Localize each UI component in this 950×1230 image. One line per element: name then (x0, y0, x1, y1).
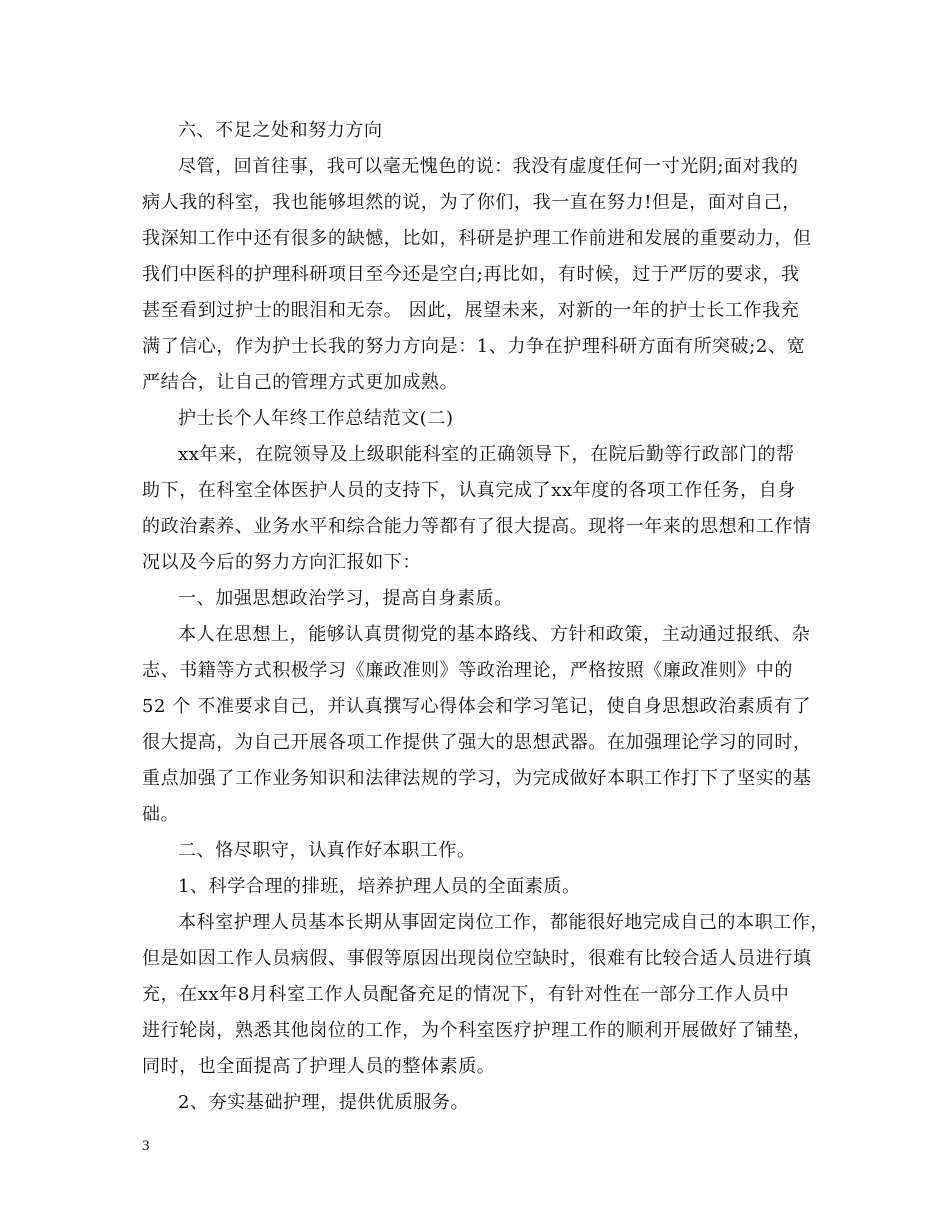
paragraph-line: 我们中医科的护理科研项目至今还是空白;再比如，有时候，过于严厉的要求，我 (142, 264, 800, 285)
paragraph-line: 充，在xx年8月科室工作人员配备充足的情况下，有针对性在一部分工作人员中 (142, 984, 790, 1005)
subsection-heading-2: 2、夯实基础护理，提供优质服务。 (178, 1092, 470, 1113)
paragraph-line: 志、书籍等方式积极学习《廉政准则》等政治理论，严格按照《廉政准则》中的 (142, 660, 793, 681)
paragraph-line: 病人我的科室，我也能够坦然的说，为了你们，我一直在努力!但是，面对自己， (142, 192, 801, 213)
paragraph-line: 但是如因工作人员病假、事假等原因出现岗位空缺时，很难有比较合适人员进行填 (142, 948, 812, 969)
document-title-2: 护士长个人年终工作总结范文(二) (178, 408, 454, 429)
subsection-heading-1: 1、科学合理的排班，培养护理人员的全面素质。 (178, 876, 581, 897)
paragraph-line: 52 个 不准要求自己，并认真撰写心得体会和学习笔记，使自身思想政治素质有了 (142, 696, 812, 717)
paragraph-line: 同时，也全面提高了护理人员的整体素质。 (142, 1056, 496, 1077)
paragraph-line: 很大提高，为自己开展各项工作提供了强大的思想武器。在加强理论学习的同时， (142, 732, 812, 753)
paragraph-line: xx年来，在院领导及上级职能科室的正确领导下，在院后勤等行政部门的帮 (178, 444, 795, 465)
paragraph-line: 本科室护理人员基本长期从事固定岗位工作，都能很好地完成自己的本职工作， (178, 912, 829, 933)
paragraph-line: 满了信心，作为护士长我的努力方向是：1、力争在护理科研方面有所突破;2、宽 (142, 336, 806, 357)
paragraph-line: 重点加强了工作业务知识和法律法规的学习，为完成做好本职工作打下了坚实的基 (142, 768, 812, 789)
section-heading-6: 六、不足之处和努力方向 (178, 120, 383, 141)
paragraph-line: 助下，在科室全体医护人员的支持下，认真完成了xx年度的各项工作任务，自身 (142, 480, 796, 501)
paragraph-line: 甚至看到过护士的眼泪和无奈。 因此，展望未来，对新的一年的护士长工作我充 (142, 300, 800, 321)
paragraph-line: 础。 (142, 804, 180, 825)
paragraph-line: 况以及今后的努力方向汇报如下： (142, 552, 421, 573)
section-heading-2: 二、恪尽职守，认真作好本职工作。 (178, 840, 476, 861)
paragraph-line: 的政治素养、业务水平和综合能力等都有了很大提高。现将一年来的思想和工作情 (142, 516, 812, 537)
page-number: 3 (142, 1138, 150, 1154)
section-heading-1: 一、加强思想政治学习，提高自身素质。 (178, 588, 513, 609)
paragraph-line: 本人在思想上，能够认真贯彻党的基本路线、方针和政策，主动通过报纸、杂 (178, 624, 811, 645)
paragraph-line: 严结合，让自己的管理方式更加成熟。 (142, 372, 459, 393)
paragraph-line: 我深知工作中还有很多的缺憾，比如，科研是护理工作前进和发展的重要动力，但 (142, 228, 812, 249)
paragraph-line: 尽管，回首往事，我可以毫无愧色的说：我没有虚度任何一寸光阴;面对我的 (178, 156, 799, 177)
paragraph-line: 进行轮岗，熟悉其他岗位的工作，为个科室医疗护理工作的顺利开展做好了铺垫， (142, 1020, 812, 1041)
